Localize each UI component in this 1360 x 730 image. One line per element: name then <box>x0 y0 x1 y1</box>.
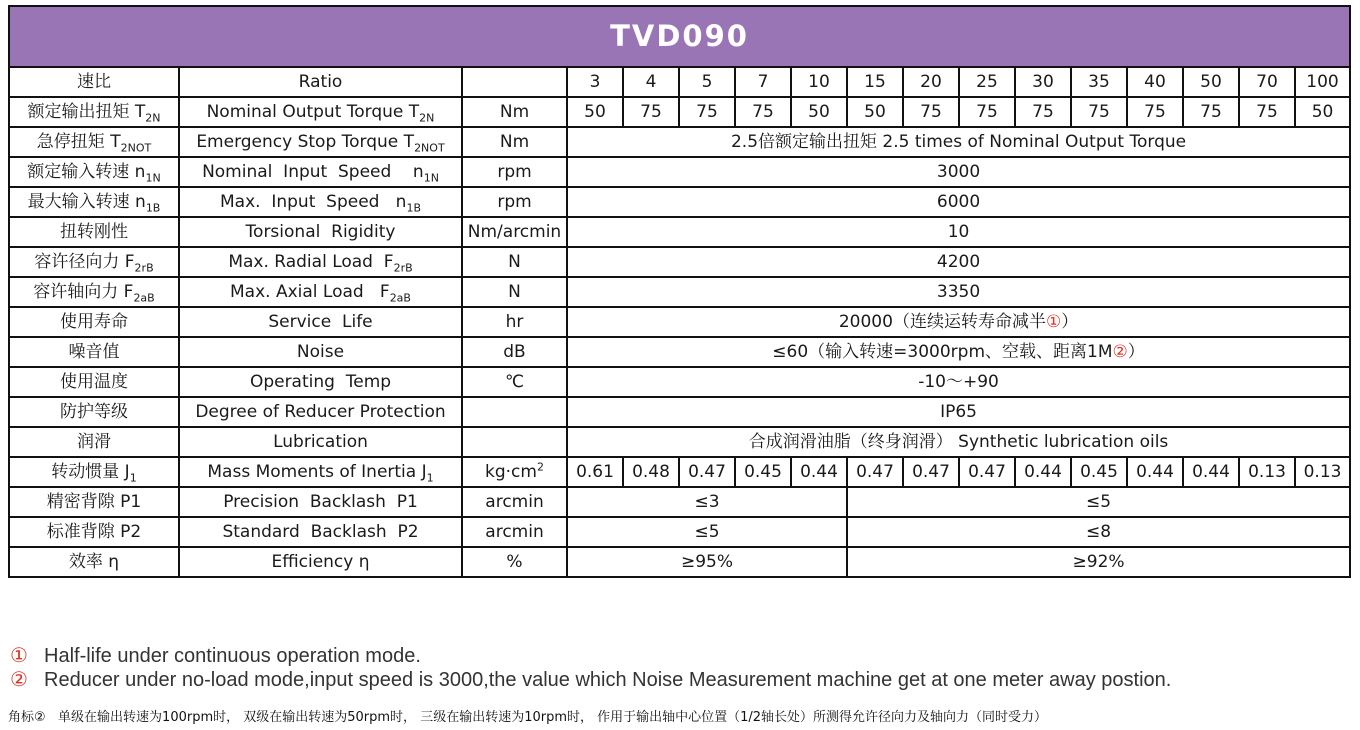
torque-value: 75 <box>1183 97 1239 127</box>
ratio-value: 25 <box>959 67 1015 97</box>
efficiency-value-double: ≥92% <box>847 547 1350 577</box>
max-speed-unit: rpm <box>462 187 567 217</box>
precision-unit: arcmin <box>462 487 567 517</box>
torque-value: 75 <box>1239 97 1295 127</box>
protection-cn: 防护等级 <box>9 397 179 427</box>
torque-value: 50 <box>847 97 903 127</box>
rigidity-unit: Nm/arcmin <box>462 217 567 247</box>
protection-en: Degree of Reducer Protection <box>179 397 462 427</box>
inertia-cn: 转动惯量 $J_1$ <box>9 457 179 487</box>
footnote: 角标② 单级在输出转速为100rpm时， 双级在输出转速为50rpm时， 三级在输出转速为10rpm时， 作用于输出轴中心位置（1/2轴长处）所测得允许径向力及轴向力（同时受力） <box>8 710 1048 725</box>
efficiency-value-single: ≥95% <box>567 547 847 577</box>
ratio-en: Ratio <box>179 67 462 97</box>
radial-en: Max. Radial Load $F_{2rB}$ <box>179 247 462 277</box>
protection-unit <box>462 397 567 427</box>
ratio-value: 5 <box>679 67 735 97</box>
inertia-value: 0.61 <box>567 457 623 487</box>
standard-value-double: ≤8 <box>847 517 1350 547</box>
torque-value: 50 <box>1295 97 1350 127</box>
axial-cn: 容许轴向力 $F_{2aB}$ <box>9 277 179 307</box>
ratio-value: 3 <box>567 67 623 97</box>
noise-unit: dB <box>462 337 567 367</box>
ratio-value: 7 <box>735 67 791 97</box>
lubrication-cn: 润滑 <box>9 427 179 457</box>
ratio-unit <box>462 67 567 97</box>
life-value: 20000（连续运转寿命减半①） <box>567 307 1350 337</box>
efficiency-unit: % <box>462 547 567 577</box>
temp-value: -10～+90 <box>567 367 1350 397</box>
standard-unit: arcmin <box>462 517 567 547</box>
life-unit: hr <box>462 307 567 337</box>
ratio-value: 15 <box>847 67 903 97</box>
torque-value: 75 <box>1071 97 1127 127</box>
inertia-value: 0.44 <box>791 457 847 487</box>
torque-value: 50 <box>567 97 623 127</box>
ratio-value: 10 <box>791 67 847 97</box>
radial-cn: 容许径向力 $F_{2rB}$ <box>9 247 179 277</box>
emergency-value: 2.5倍额定输出扭矩 2.5 times of Nominal Output Torque <box>567 127 1350 157</box>
axial-en: Max. Axial Load $F_{2aB}$ <box>179 277 462 307</box>
inertia-value: 0.47 <box>903 457 959 487</box>
max-speed-en: Max. Input Speed $n_{1B}$ <box>179 187 462 217</box>
max-speed-cn: 最大输入转速 $n_{1B}$ <box>9 187 179 217</box>
standard-cn: 标准背隙 P2 <box>9 517 179 547</box>
note-2 <box>10 667 1171 692</box>
axial-row <box>9 277 1350 307</box>
radial-row <box>9 247 1350 277</box>
standard-en: Standard Backlash P2 <box>179 517 462 547</box>
torque-row <box>9 97 1350 127</box>
rigidity-cn: 扭转刚性 <box>9 217 179 247</box>
table-title: TVD090 <box>9 6 1350 67</box>
torque-en: Nominal Output Torque $T_{2N}$ <box>179 97 462 127</box>
inertia-value: 0.47 <box>679 457 735 487</box>
max-speed-value: 6000 <box>567 187 1350 217</box>
ratio-value: 35 <box>1071 67 1127 97</box>
torque-value: 75 <box>679 97 735 127</box>
torque-value: 75 <box>735 97 791 127</box>
standard-value-single: ≤5 <box>567 517 847 547</box>
title-row <box>9 6 1350 67</box>
rigidity-en: Torsional Rigidity <box>179 217 462 247</box>
lubrication-value: 合成润滑油脂（终身润滑） Synthetic lubrication oils <box>567 427 1350 457</box>
rigidity-value: 10 <box>567 217 1350 247</box>
inertia-value: 0.45 <box>735 457 791 487</box>
precision-value-single: ≤3 <box>567 487 847 517</box>
inertia-row <box>9 457 1350 487</box>
rigidity-row <box>9 217 1350 247</box>
torque-unit: Nm <box>462 97 567 127</box>
inertia-value: 0.13 <box>1295 457 1350 487</box>
ratio-value: 20 <box>903 67 959 97</box>
inertia-value: 0.44 <box>1015 457 1071 487</box>
inertia-value: 0.48 <box>623 457 679 487</box>
temp-row <box>9 367 1350 397</box>
protection-value: IP65 <box>567 397 1350 427</box>
ratio-cn: 速比 <box>9 67 179 97</box>
inertia-unit: $kg\cdot cm^2$ <box>462 457 567 487</box>
input-speed-value: 3000 <box>567 157 1350 187</box>
inertia-value: 0.47 <box>959 457 1015 487</box>
emergency-en: Emergency Stop Torque $T_{2NOT}$ <box>179 127 462 157</box>
emergency-cn: 急停扭矩 $T_{2NOT}$ <box>9 127 179 157</box>
radial-value: 4200 <box>567 247 1350 277</box>
emergency-unit: Nm <box>462 127 567 157</box>
temp-unit: ℃ <box>462 367 567 397</box>
torque-value: 50 <box>791 97 847 127</box>
precision-value-double: ≤5 <box>847 487 1350 517</box>
ratio-row <box>9 67 1350 97</box>
ratio-value: 70 <box>1239 67 1295 97</box>
note-mark-2: ② <box>1112 342 1128 362</box>
note-1 <box>10 643 421 668</box>
torque-cn: 额定输出扭矩 $T_{2N}$ <box>9 97 179 127</box>
noise-value: ≤60（输入转速=3000rpm、空载、距离1M②） <box>567 337 1350 367</box>
inertia-en: Mass Moments of Inertia $J_1$ <box>179 457 462 487</box>
inertia-value: 0.44 <box>1127 457 1183 487</box>
lubrication-row <box>9 427 1350 457</box>
axial-value: 3350 <box>567 277 1350 307</box>
efficiency-en: Efficiency η <box>179 547 462 577</box>
life-row <box>9 307 1350 337</box>
input-speed-en: Nominal Input Speed $n_{1N}$ <box>179 157 462 187</box>
note-1-mark: ① <box>10 645 28 667</box>
input-speed-row <box>9 157 1350 187</box>
precision-row <box>9 487 1350 517</box>
torque-value: 75 <box>1127 97 1183 127</box>
ratio-value: 50 <box>1183 67 1239 97</box>
ratio-value: 40 <box>1127 67 1183 97</box>
ratio-value: 4 <box>623 67 679 97</box>
inertia-value: 0.45 <box>1071 457 1127 487</box>
note-1-text: Half-life under continuous operation mode. <box>44 645 421 667</box>
spec-table <box>8 5 1351 578</box>
note-2-mark: ② <box>10 669 28 691</box>
input-speed-unit: rpm <box>462 157 567 187</box>
ratio-value: 30 <box>1015 67 1071 97</box>
noise-en: Noise <box>179 337 462 367</box>
temp-en: Operating Temp <box>179 367 462 397</box>
life-en: Service Life <box>179 307 462 337</box>
torque-value: 75 <box>1015 97 1071 127</box>
radial-unit: N <box>462 247 567 277</box>
ratio-value: 100 <box>1295 67 1350 97</box>
noise-cn: 噪音值 <box>9 337 179 367</box>
standard-row <box>9 517 1350 547</box>
axial-unit: N <box>462 277 567 307</box>
protection-row <box>9 397 1350 427</box>
inertia-value: 0.13 <box>1239 457 1295 487</box>
max-speed-row <box>9 187 1350 217</box>
efficiency-cn: 效率 η <box>9 547 179 577</box>
inertia-value: 0.47 <box>847 457 903 487</box>
noise-row <box>9 337 1350 367</box>
precision-cn: 精密背隙 P1 <box>9 487 179 517</box>
note-mark-1: ① <box>1045 312 1062 332</box>
torque-value: 75 <box>623 97 679 127</box>
input-speed-cn: 额定输入转速 $n_{1N}$ <box>9 157 179 187</box>
emergency-row <box>9 127 1350 157</box>
note-2-text: Reducer under no-load mode,input speed is 3000,the value which Noise Measurement machine get at one meter away postion. <box>44 669 1172 691</box>
torque-value: 75 <box>903 97 959 127</box>
lubrication-en: Lubrication <box>179 427 462 457</box>
life-cn: 使用寿命 <box>9 307 179 337</box>
inertia-value: 0.44 <box>1183 457 1239 487</box>
efficiency-row <box>9 547 1350 577</box>
lubrication-unit <box>462 427 567 457</box>
precision-en: Precision Backlash P1 <box>179 487 462 517</box>
temp-cn: 使用温度 <box>9 367 179 397</box>
torque-value: 75 <box>959 97 1015 127</box>
